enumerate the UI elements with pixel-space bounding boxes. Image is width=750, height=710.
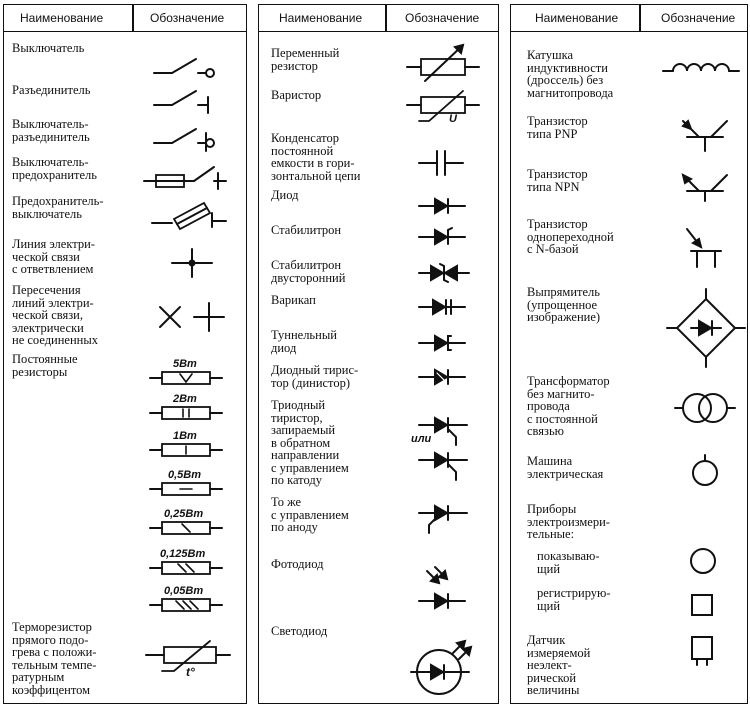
- varicap-symbol: [419, 300, 465, 314]
- label-photodiode: Фотодиод: [271, 557, 324, 571]
- label-fixed-resistors: Постоянные резисторы: [12, 352, 78, 379]
- label-ujt: Транзистор однопереходной с N-базой: [527, 217, 614, 256]
- symbols-col2: [259, 5, 500, 705]
- table-panel-1: [3, 4, 247, 704]
- ujt-symbol: [687, 229, 721, 267]
- label-transformer: Трансформатор без магнито- провода с постоянной связью: [527, 374, 610, 438]
- motor-symbol: [693, 455, 717, 485]
- disconnector-symbol: [154, 91, 208, 113]
- tunnel-diode-symbol: [419, 336, 465, 350]
- header-name: Наименование: [279, 11, 363, 25]
- rating-label: 0,5Вт: [168, 469, 202, 481]
- label-zener-bidir: Стабилитрон двусторонний: [271, 258, 346, 285]
- dinistor-symbol: [419, 370, 465, 384]
- label-fuse-switch: Предохранитель- выключатель: [12, 194, 104, 221]
- photodiode-symbol: [419, 567, 465, 608]
- rating-label: 5Вт: [173, 358, 197, 370]
- recording-meter-symbol: [692, 595, 712, 615]
- label-zener: Стабилитрон: [271, 223, 342, 237]
- label-inductor: Катушка индуктивности (дроссель) без магнитопровода: [527, 48, 614, 100]
- rating-label: 1Вт: [173, 430, 197, 442]
- branch-line-symbol: [172, 249, 212, 277]
- label-capacitor: Конденсатор постоянной емкости в гори- зонтальной цепи: [271, 131, 361, 183]
- zener-symbol: [419, 228, 465, 244]
- switch-disconnector-symbol: [154, 129, 214, 151]
- label-pnp: Транзистор типа PNP: [527, 114, 588, 141]
- label-anode-control: То же с управлением по аноду: [271, 495, 349, 534]
- rating-label: 0,05Вт: [164, 585, 204, 597]
- label-disconnector: Разъединитель: [12, 83, 91, 97]
- zener-bidir-symbol: [419, 264, 469, 282]
- header-symbol: Обозначение: [150, 11, 225, 25]
- label-rectifier: Выпрямитель (упрощенное изображение): [527, 285, 601, 324]
- header-symbol: Обозначение: [405, 11, 480, 25]
- label-dinistor: Диодный тирис- тор (динистор): [271, 363, 359, 390]
- crossing-lines-symbol: [160, 303, 224, 331]
- symbols-col3: [511, 5, 749, 705]
- pnp-symbol: [683, 121, 727, 151]
- label-meters: Приборы электроизмери- тельные:: [527, 502, 610, 541]
- label-thermistor: Терморезистор прямого подо- грева с положи- тельным темпе- ратурным коэффицентом: [12, 620, 97, 697]
- label-indicating: показываю- щий: [537, 549, 600, 576]
- switch-symbol: [154, 59, 214, 77]
- rating-label: 2Вт: [173, 393, 197, 405]
- resistor-5w-symbol: [150, 372, 222, 384]
- switch-fuse-symbol: [144, 167, 226, 189]
- fuse-switch-symbol: [152, 203, 226, 229]
- or-mark: или: [411, 433, 432, 445]
- resistor-1w-symbol: [150, 444, 222, 456]
- header-symbol: Обозначение: [661, 11, 736, 25]
- rating-label: 0,25Вт: [164, 508, 204, 520]
- resistor-05w-symbol: [150, 483, 222, 495]
- resistor-2w-symbol: [150, 407, 222, 419]
- variable-resistor-symbol: [407, 45, 479, 81]
- label-led: Светодиод: [271, 624, 328, 638]
- varistor-mark: U: [449, 113, 457, 125]
- label-varistor: Варистор: [271, 88, 322, 102]
- header-name: Наименование: [20, 11, 104, 25]
- npn-symbol: [683, 175, 727, 201]
- label-npn: Транзистор типа NPN: [527, 167, 588, 194]
- resistor-025w-symbol: [150, 522, 222, 534]
- thyristor-cathode-alt-symbol: [419, 453, 467, 480]
- sensor-symbol: [692, 637, 712, 665]
- thyristor-anode-symbol: [419, 506, 467, 533]
- led-symbol: [411, 641, 471, 694]
- label-varicap: Варикап: [271, 293, 316, 307]
- symbols-col1: [4, 5, 248, 705]
- transformer-symbol: [675, 394, 735, 422]
- table-panel-2: [258, 4, 499, 704]
- label-branch-line: Линия электри- ческой связи с ответвлением: [12, 237, 95, 276]
- diode-symbol: [419, 199, 465, 213]
- thermistor-mark: t°: [186, 665, 195, 679]
- rating-label: 0,125Вт: [160, 548, 206, 560]
- header-name: Наименование: [535, 11, 619, 25]
- resistor-0125w-symbol: [150, 562, 222, 574]
- label-recording: регистрирую- щий: [537, 586, 611, 613]
- rectifier-symbol: [667, 289, 745, 367]
- varistor-symbol: [407, 91, 479, 121]
- label-switch: Выключатель: [12, 41, 85, 55]
- label-tunnel-diode: Туннельный диод: [271, 328, 337, 355]
- label-switch-disconnector: Выключатель- разъединитель: [12, 117, 90, 144]
- label-sensor: Датчик измеряемой неэлект- рической величины: [527, 633, 591, 697]
- label-variable-resistor: Переменный резистор: [271, 46, 340, 73]
- label-crossing-lines: Пересечения линий электри- ческой связи, электрически не соединенных: [12, 283, 99, 347]
- label-switch-fuse: Выключатель- предохранитель: [12, 155, 97, 182]
- resistor-005w-symbol: [150, 599, 222, 611]
- label-diode: Диод: [271, 188, 299, 202]
- table-panel-3: [510, 4, 748, 704]
- indicating-meter-symbol: [691, 549, 715, 573]
- capacitor-symbol: [419, 151, 463, 175]
- label-motor: Машина электрическая: [527, 454, 604, 481]
- inductor-symbol: [663, 64, 739, 71]
- label-triode-thyristor: Триодный тиристор, запираемый в обратном направлении с управлением по катоду: [271, 398, 349, 487]
